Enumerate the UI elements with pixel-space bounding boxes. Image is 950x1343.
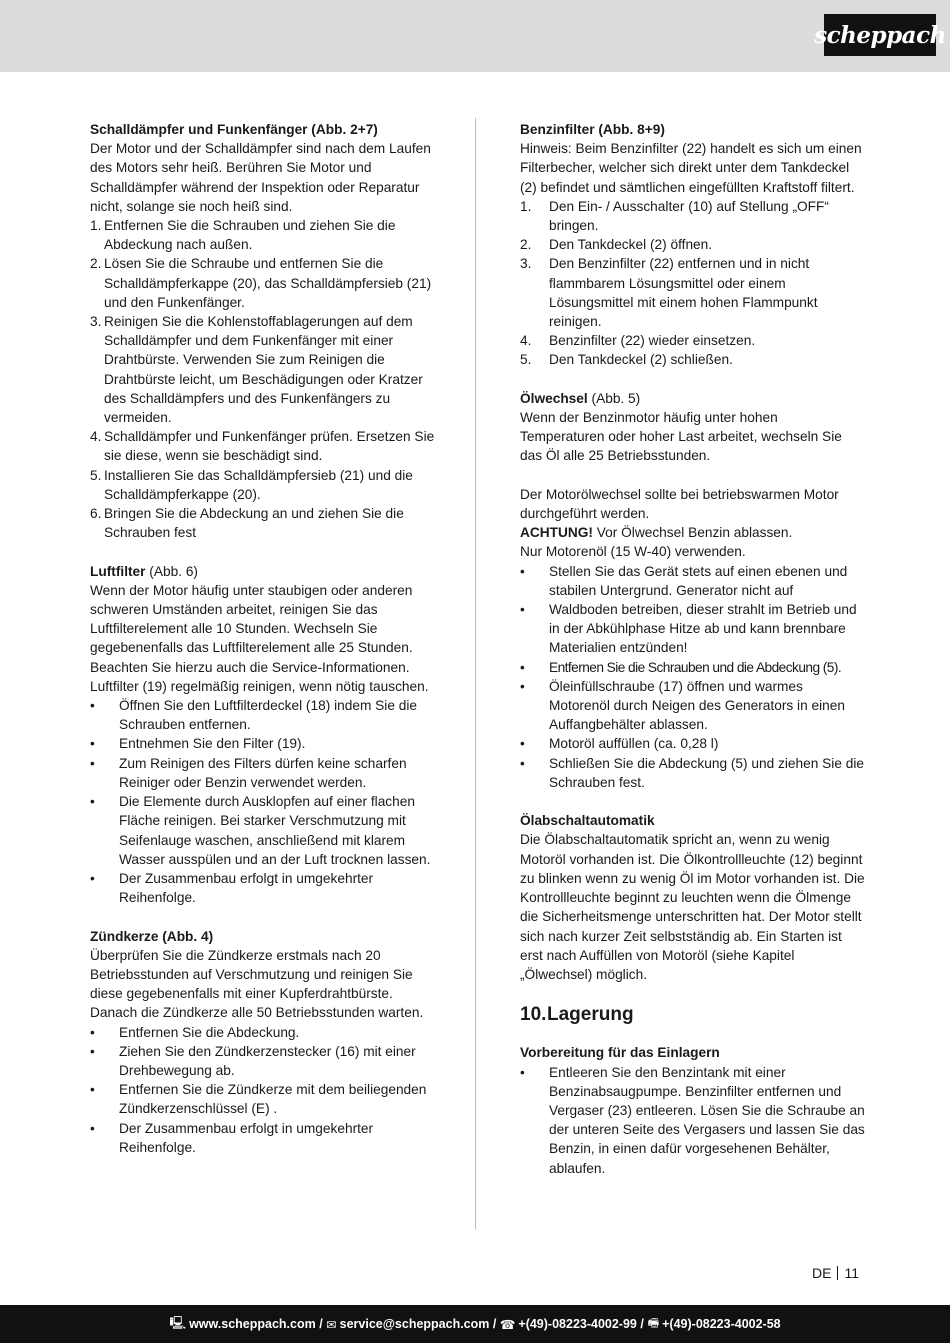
paragraph: Die Ölabschaltautomatik spricht an, wenn zu wenig Motoröl vorhanden ist. Die Ölkontrollleuchte (12) beginnt zu blinken wenn zu wenig Öl im Motor vorhanden ist. Die Kontrollleuchte beginnt zu leuchten wenn die Ölmenge die Sicherheitsmenge unterschritten hat. Der Motor stellt sich nach kurzer Zeit selbstständig ab. Ein Starten ist erst nach Auffüllen von Motoröl (siehe Kapitel „Ölwechsel) möglich. xyxy=(520,832,865,982)
section-heading: Zündkerze (Abb. 4) xyxy=(90,928,214,944)
list-item: 1. Den Ein- / Ausschalter (10) auf Stellung „OFF“ bringen. xyxy=(520,198,829,234)
email-icon: ✉ xyxy=(326,1317,337,1332)
fuel-filter-section xyxy=(520,120,865,370)
list-item: 1. Entfernen Sie die Schrauben und ziehen Sie die Abdeckung nach außen. xyxy=(90,218,396,253)
list-item: • Der Zusammenbau erfolgt in umgekehrter Reihenfolge. xyxy=(90,1120,374,1155)
list-item: 5. Den Tankdeckel (2) schließen. xyxy=(520,352,733,368)
list-item: 3. Reinigen Sie die Kohlenstoffablagerungen auf dem Schalldämpfer und dem Funkenfänger mit einer Drahtbürste. Verwenden Sie zum Reinigen die Drahtbürste leicht, um Beschädigungen oder Kratzer des Schalldämpfers und des Funkenfängers zu vermeiden. xyxy=(90,314,423,426)
list-item: • Entnehmen Sie den Filter (19). xyxy=(90,736,306,752)
email-link[interactable]: service@scheppach.com xyxy=(339,1317,490,1331)
fax-icon: 🖷 xyxy=(647,1315,660,1330)
section-heading: Ölabschaltautomatik xyxy=(520,813,655,829)
list-item: • Die Elemente durch Ausklopfen auf einer flachen Fläche reinigen. Bei starker Verschmutzung mit Seifenlauge waschen, anschließend mit klarem Wasser ausspülen und an der Luft trocknen lassen. xyxy=(90,794,431,867)
left-column xyxy=(90,120,440,1176)
list-item: 2. Den Tankdeckel (2) öffnen. xyxy=(520,237,713,253)
footer-bar: 🖳 www.scheppach.com / ✉ service@scheppach.com / ☎ +(49)-08223-4002-99 / 🖷 +(49)-08223-4002-58 xyxy=(0,1305,950,1343)
computer-icon: 🖳 xyxy=(169,1315,187,1330)
section-heading: Benzinfilter (Abb. 8+9) xyxy=(520,122,665,137)
bullet-list xyxy=(520,562,865,792)
storage-section xyxy=(520,1043,865,1177)
list-item: • Ziehen Sie den Zündkerzenstecker (16) mit einer Drehbewegung ab. xyxy=(90,1043,416,1078)
paragraph: Wenn der Motor häufig unter staubigen oder anderen schweren Umständen arbeitet, reinigen Sie das Luftfilterelement alle 10 Stunden. Wechseln Sie gegebenenfalls das Luftfilterelement alle 25 Stunden. Beachten Sie hierzu auch die Service-Informationen. Luftfilter (19) regelmäßig reinigen, wenn nötig tauschen. xyxy=(90,582,429,694)
numbered-list xyxy=(520,197,865,370)
paragraph: Der Motor und der Schalldämpfer sind nach dem Laufen des Motors sehr heiß. Berühren Sie Motor und Schalldämpfer während der Inspektion oder Reparatur nicht, solange sie noch heiß sind. xyxy=(90,141,431,214)
header-bar xyxy=(0,0,950,72)
fax-number: +(49)-08223-4002-58 xyxy=(662,1317,781,1331)
scheppach-logo: scheppach xyxy=(824,14,936,56)
list-item: • Öffnen Sie den Luftfilterdeckel (18) indem Sie die Schrauben entfernen. xyxy=(90,698,418,733)
section-heading: Luftfilter (Abb. 6) xyxy=(90,563,198,579)
page-number: DE 11 xyxy=(812,1265,859,1281)
phone-number: +(49)-08223-4002-99 xyxy=(518,1317,637,1331)
chapter-title: 10.Lagerung xyxy=(520,1004,634,1026)
list-item: • Stellen Sie das Gerät stets auf einen ebenen und stabilen Untergrund. Generator nicht auf xyxy=(520,563,848,598)
numbered-list xyxy=(90,216,440,542)
list-item: • Entleeren Sie den Benzintank mit einer Benzinabsaugpumpe. Benzinfilter entfernen und Vergaser (23) entleeren. Lösen Sie die Schraube an der unteren Seite des Vergasers und lassen Sie das Benzin, in einen dafür vorgesehenen Behälter, ablaufen. xyxy=(520,1064,865,1176)
list-item: 4. Schalldämpfer und Funkenfänger prüfen. Ersetzen Sie sie diese, wenn sie beschädigt sind. xyxy=(90,429,435,464)
list-item: • Motoröl auffüllen (ca. 0,28 l) xyxy=(520,736,719,752)
phone-icon: ☎ xyxy=(499,1317,516,1332)
bullet-list xyxy=(90,1023,440,1157)
list-item: 4. Benzinfilter (22) wieder einsetzen. xyxy=(520,333,756,349)
right-column xyxy=(520,120,865,1197)
list-item: • Der Zusammenbau erfolgt in umgekehrter Reihenfolge. xyxy=(90,870,374,906)
section-heading: Ölwechsel (Abb. 5) xyxy=(520,390,641,406)
list-item: • Entfernen Sie die Abdeckung. xyxy=(90,1024,300,1040)
muffler-section xyxy=(90,120,440,542)
column-divider xyxy=(475,118,476,1230)
section-heading: Vorbereitung für das Einlagern xyxy=(520,1045,720,1061)
website-link[interactable]: www.scheppach.com xyxy=(189,1317,316,1331)
spark-plug-section xyxy=(90,927,440,1157)
air-filter-section xyxy=(90,562,440,908)
list-item: 3. Den Benzinfilter (22) entfernen und in nicht flammbarem Lösungsmittel oder einem Lösungsmittel mit einem hohen Flammpunkt reinigen. xyxy=(520,256,818,330)
list-item: • Entfernen Sie die Schrauben und die Abdeckung (5). xyxy=(520,659,842,675)
paragraph: Wenn der Benzinmotor häufig unter hohen Temperaturen oder hoher Last arbeitet, wechseln Sie das Öl alle 25 Betriebsstunden. xyxy=(520,410,842,464)
bullet-list xyxy=(90,696,440,907)
spacer xyxy=(520,466,865,485)
list-item: 2. Lösen Sie die Schraube und entfernen Sie die Schalldämpferkappe (20), das Schalldämpfersieb (21) und den Funkenfänger. xyxy=(90,256,432,310)
oil-change-section xyxy=(520,389,865,792)
paragraph: Der Motorölwechsel sollte bei betriebswarmen Motor durchgeführt werden. xyxy=(520,486,839,522)
oil-shutoff-section xyxy=(520,811,865,984)
bullet-list xyxy=(520,1063,865,1178)
list-item: 6. Bringen Sie die Abdeckung an und ziehen Sie die Schrauben fest xyxy=(90,506,404,541)
paragraph: Überprüfen Sie die Zündkerze erstmals nach 20 Betriebsstunden auf Verschmutzung und reinigen Sie diese gegebenenfalls mit einer Kupferdrahtbürste. Danach die Zündkerze alle 50 Betriebsstunden warten. xyxy=(90,947,424,1021)
list-item: • Schließen Sie die Abdeckung (5) und ziehen Sie die Schrauben fest. xyxy=(520,755,865,790)
list-item: • Öleinfüllschraube (17) öffnen und warmes Motorenöl durch Neigen des Generators in einen Auffangbehälter ablassen. xyxy=(520,678,845,733)
list-item: 5. Installieren Sie das Schalldämpfersieb (21) und die Schalldämpferkappe (20). xyxy=(90,467,413,502)
paragraph: Nur Motorenöl (15 W-40) verwenden. xyxy=(520,544,746,560)
list-item: • Entfernen Sie die Zündkerze mit dem beiliegenden Zündkerzenschlüssel (E) . xyxy=(90,1082,427,1117)
section-heading: Schalldämpfer und Funkenfänger (Abb. 2+7) xyxy=(90,122,378,137)
list-item: • Zum Reinigen des Filters dürfen keine scharfen Reiniger oder Benzin verwendet werden. xyxy=(90,755,407,790)
list-item: • Waldboden betreiben, dieser strahlt im Betrieb und in der Abkühlphase Hitze ab und kann brennbare Materialien entzünden! xyxy=(520,602,857,656)
warning-line: ACHTUNG! Vor Ölwechsel Benzin ablassen. xyxy=(520,525,793,541)
paragraph: Hinweis: Beim Benzinfilter (22) handelt es sich um einen Filterbecher, welcher sich direkt unter dem Tankdeckel (2) befindet und sämtlichen eingefüllten Kraftstoff filtert. xyxy=(520,141,862,195)
